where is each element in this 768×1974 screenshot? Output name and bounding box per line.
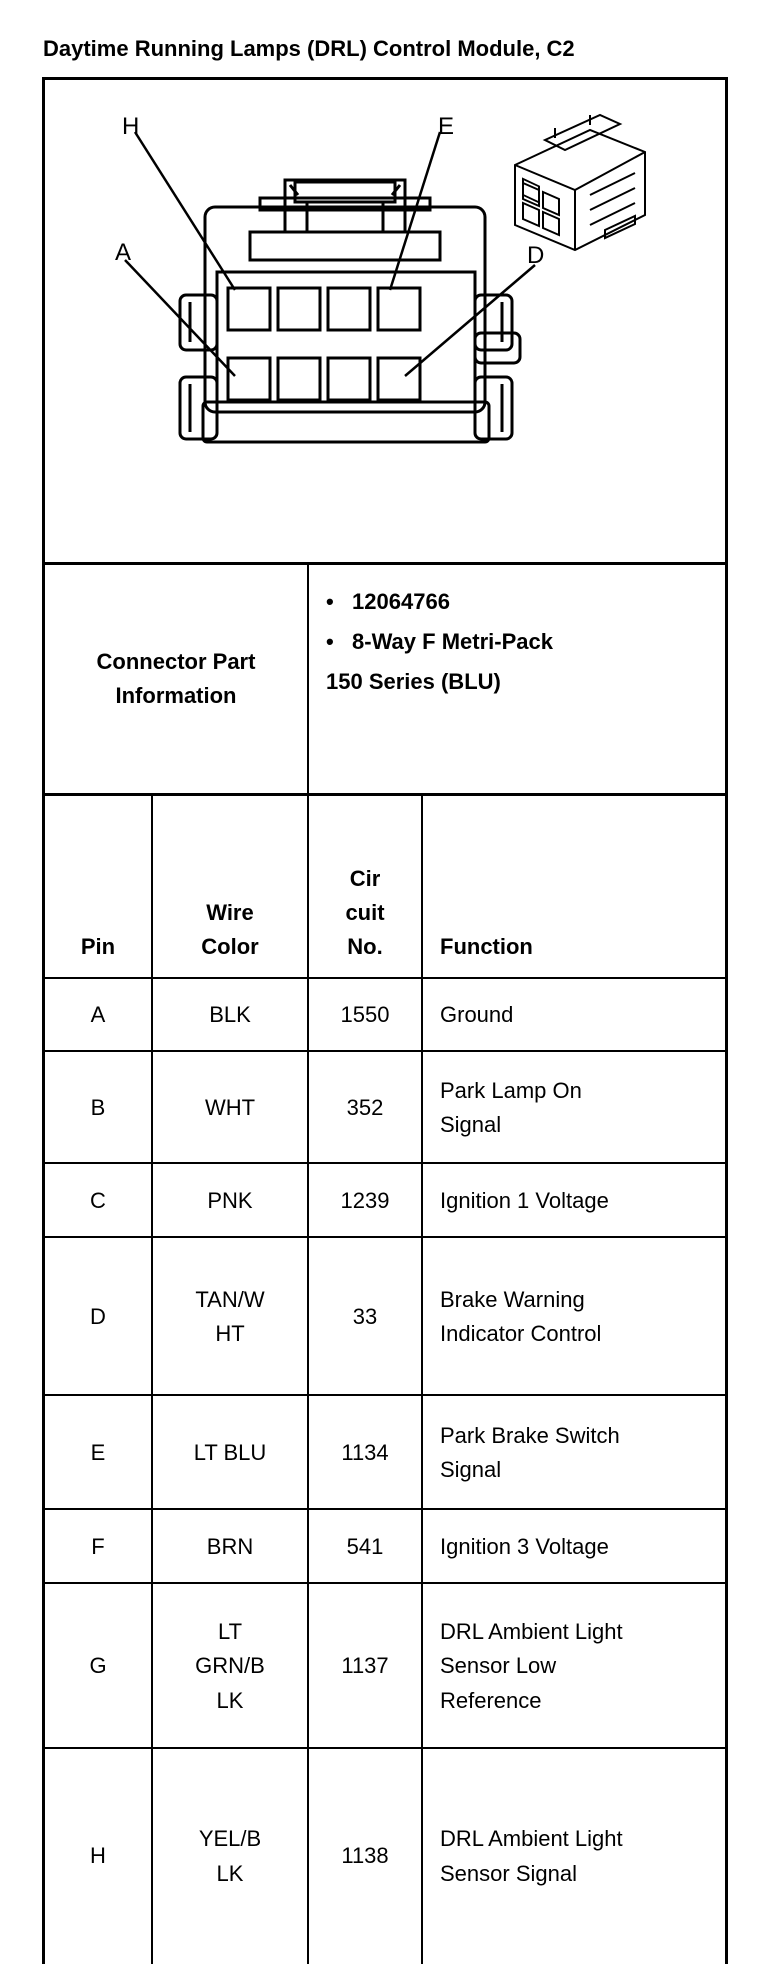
- circuit-no-cell: 1134: [341, 1439, 389, 1465]
- header-function: Function: [440, 933, 533, 959]
- part-info-label: [45, 565, 307, 793]
- part-number: • 12064766: [326, 589, 450, 614]
- wire-color-cell: YEL/B LK: [198, 1826, 262, 1886]
- function-cell: Ignition 3 Voltage: [440, 1533, 609, 1559]
- pin-label-d: D: [527, 242, 545, 269]
- part-series: 150 Series (BLU): [326, 669, 501, 694]
- header-pin: Pin: [80, 933, 116, 959]
- pin-cell: F: [91, 1533, 105, 1559]
- wire-color-cell: LT BLU: [193, 1439, 267, 1465]
- wire-color-cell: LT GRN/B LK: [195, 1619, 265, 1713]
- pin-label-e: E: [438, 113, 455, 140]
- function-cell: DRL Ambient Light Sensor Low Reference: [440, 1619, 623, 1713]
- connector-diagram: [45, 80, 725, 568]
- pin-cell: B: [90, 1094, 106, 1120]
- circuit-no-cell: 541: [346, 1533, 384, 1559]
- circuit-no-cell: 352: [346, 1094, 384, 1120]
- pin-cell: C: [90, 1187, 106, 1213]
- circuit-no-cell: 1239: [340, 1187, 390, 1213]
- function-cell: Park Lamp On Signal: [440, 1077, 582, 1137]
- header-wire-color: Wire Color: [201, 899, 259, 959]
- function-cell: Brake Warning Indicator Control: [440, 1286, 602, 1346]
- pin-label-h: H: [122, 113, 140, 140]
- wire-color-cell: PNK: [207, 1187, 253, 1213]
- wire-color-cell: WHT: [204, 1094, 256, 1120]
- part-info-label-line: Information: [115, 683, 237, 708]
- wire-color-cell: BRN: [206, 1533, 254, 1559]
- pin-cell: A: [90, 1002, 106, 1028]
- pin-cell: D: [90, 1303, 106, 1329]
- pin-cell: G: [89, 1653, 107, 1679]
- function-cell: DRL Ambient Light Sensor Signal: [440, 1826, 623, 1886]
- page-title: Daytime Running Lamps (DRL) Control Module, C2: [43, 36, 575, 61]
- function-cell: Ground: [440, 1002, 514, 1028]
- wire-color-cell: TAN/W HT: [195, 1286, 265, 1346]
- function-cell: Ignition 1 Voltage: [440, 1187, 609, 1213]
- circuit-no-cell: 1550: [340, 1002, 390, 1028]
- circuit-no-cell: 33: [352, 1303, 378, 1329]
- circuit-no-cell: 1137: [341, 1653, 389, 1679]
- part-info-value: [326, 582, 553, 702]
- part-type: • 8-Way F Metri-Pack: [326, 629, 553, 654]
- wire-color-cell: BLK: [209, 1002, 251, 1028]
- pin-cell: E: [90, 1439, 106, 1465]
- function-cell: Park Brake Switch Signal: [440, 1422, 620, 1482]
- pin-cell: H: [90, 1843, 106, 1869]
- part-info-label-line: Connector Part: [96, 648, 256, 674]
- circuit-no-cell: 1138: [341, 1843, 389, 1869]
- divider: [421, 795, 423, 1964]
- header-circuit-no: Cir cuit No.: [345, 865, 385, 959]
- connector-isometric-icon: [515, 115, 645, 250]
- pin-label-a: A: [115, 239, 132, 266]
